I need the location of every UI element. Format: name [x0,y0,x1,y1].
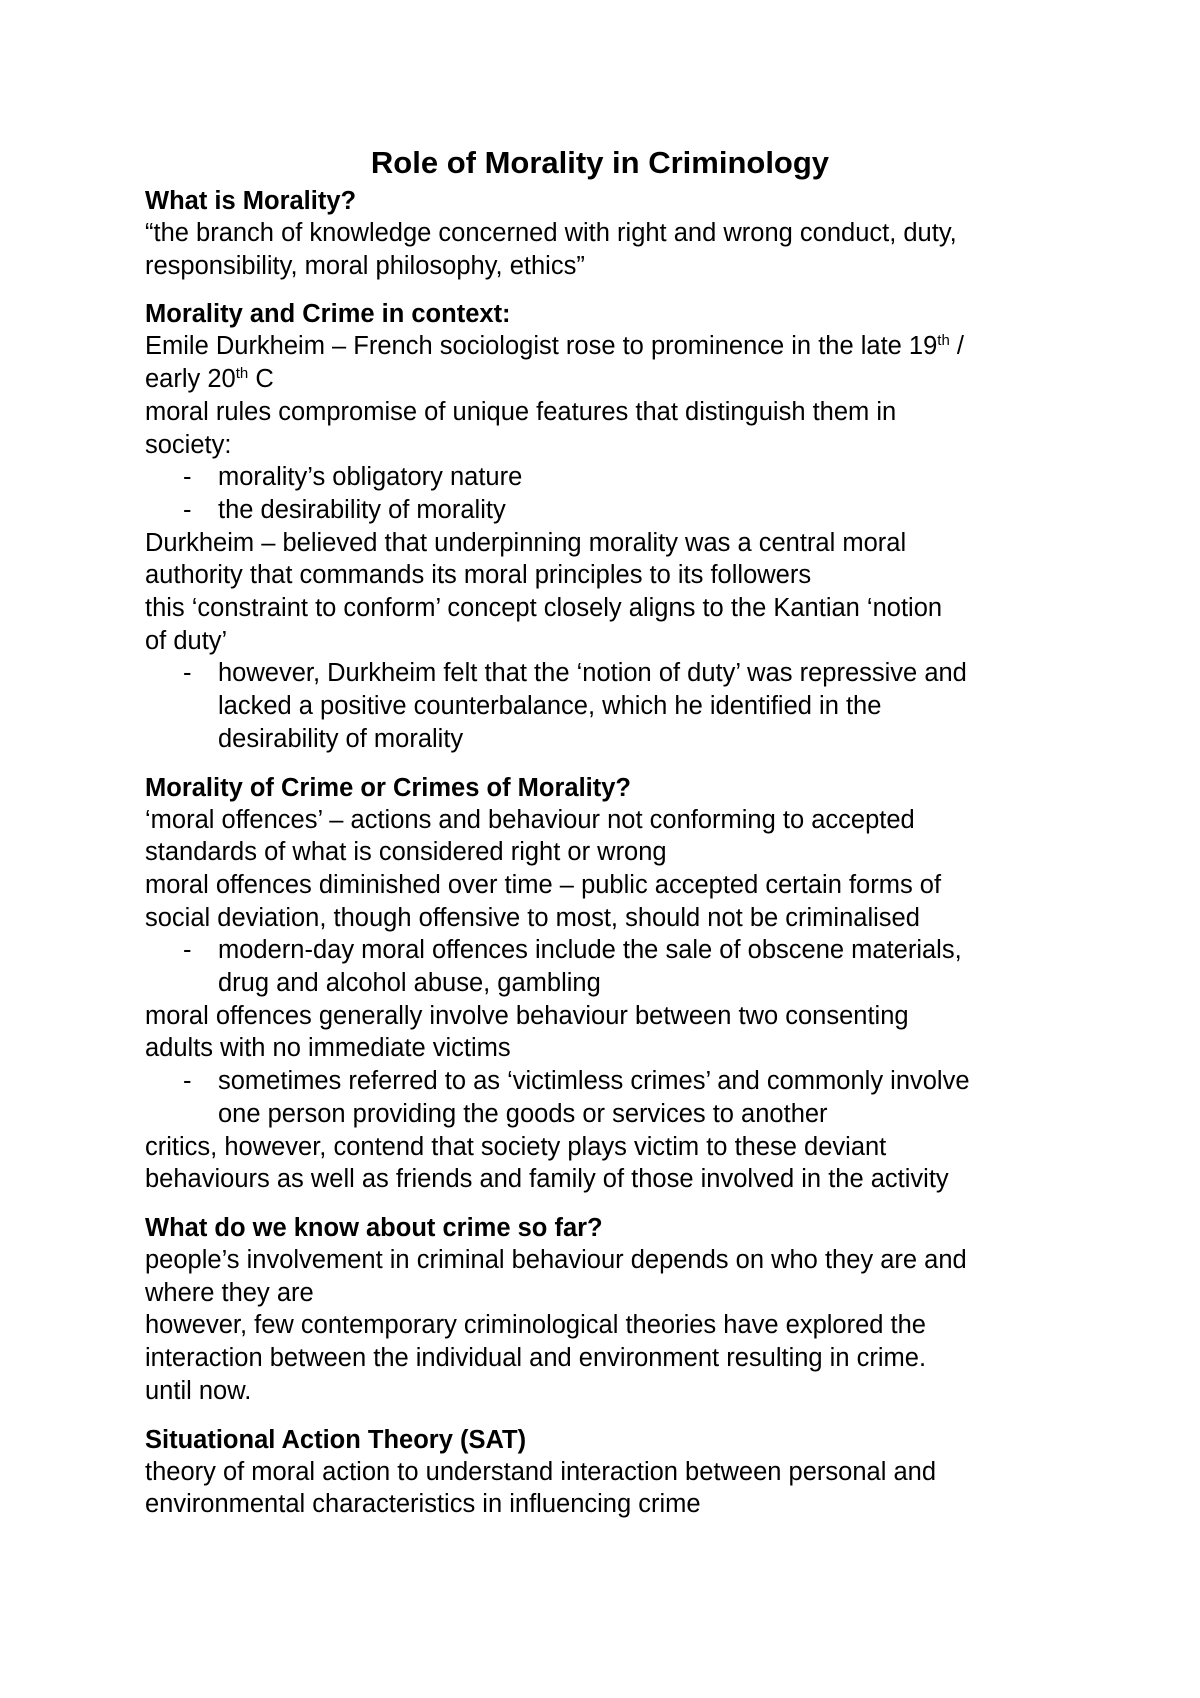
text-line: “the branch of knowledge concerned with right and wrong conduct, duty, [145,219,957,247]
bullet-text: however, Durkheim felt that the ‘notion of duty’ was repressive and [218,659,967,688]
bullet-text: sometimes referred to as ‘victimless crimes’ and commonly involve [218,1067,970,1096]
section-morality-and-crime [145,298,1080,755]
text-line: social deviation, though offensive to most, should not be criminalised [145,903,920,932]
text-line: behaviours as well as friends and family of those involved in the activity [145,1165,949,1194]
bullet-list [145,1065,1080,1130]
bullet-item [145,934,1080,999]
bullet-item [145,657,1080,755]
section-morality-of-crime [145,772,1080,1196]
bullet-item [145,461,1080,494]
bullet-text: lacked a positive counterbalance, which he identified in the [218,692,882,721]
section-heading: Situational Action Theory (SAT) [145,1425,527,1454]
dash-bullet: - [183,659,192,688]
bullet-text: desirability of morality [218,724,464,753]
text-line: critics, however, contend that society plays victim to these deviant [145,1132,887,1161]
text-span: C [248,365,274,394]
text-line: theory of moral action to understand interaction between personal and [145,1457,936,1486]
bullet-list [145,461,1080,526]
bullet-text: drug and alcohol abuse, gambling [218,969,601,998]
text-line: of duty’ [145,626,228,655]
text-line: where they are [145,1278,314,1307]
bullet-item [145,1065,1080,1130]
document-title: Role of Morality in Criminology [370,145,830,180]
text-line: authority that commands its moral principles to its followers [145,561,812,590]
text-line: ‘moral offences’ – actions and behaviour not conforming to accepted [145,805,915,834]
text-line [145,363,1080,396]
section-heading: What do we know about crime so far? [145,1213,603,1242]
text-line: adults with no immediate victims [145,1034,511,1063]
dash-bullet: - [183,936,192,965]
text-line: environmental characteristics in influencing crime [145,1490,701,1519]
dash-bullet: - [183,463,192,492]
text-line: until now. [145,1376,252,1405]
superscript: th [937,332,950,350]
bullet-list [145,657,1080,755]
bullet-text: morality’s obligatory nature [218,463,523,492]
text-line: moral rules compromise of unique features that distinguish them in [145,397,897,426]
bullet-text: the desirability of morality [218,495,506,524]
dash-bullet: - [183,495,192,524]
section-heading: Morality and Crime in context: [145,300,511,329]
bullet-text: one person providing the goods or services to another [218,1099,828,1128]
text-line: moral offences generally involve behaviour between two consenting [145,1001,909,1030]
text-span: early 20 [145,365,236,394]
text-span: / [949,332,964,361]
text-line: Durkheim – believed that underpinning morality was a central moral [145,528,907,557]
text-span: Emile Durkheim – French sociologist rose to prominence in the late 19 [145,332,938,361]
bullet-text: modern-day moral offences include the sale of obscene materials, [218,936,962,965]
bullet-list [145,934,1080,999]
text-line: responsibility, moral philosophy, ethics” [145,251,585,280]
section-situational-action-theory [145,1424,1080,1521]
section-heading: Morality of Crime or Crimes of Morality? [145,773,631,802]
section-what-is-morality [145,185,1080,282]
text-line: society: [145,430,232,459]
text-line: interaction between the individual and environment resulting in crime. [145,1344,927,1373]
bullet-item [145,494,1080,527]
text-line: moral offences diminished over time – public accepted certain forms of [145,870,942,899]
dash-bullet: - [183,1067,192,1096]
text-line [145,330,1080,363]
text-line: standards of what is considered right or wrong [145,838,667,867]
section-heading: What is Morality? [145,187,357,215]
text-line: however, few contemporary criminological theories have explored the [145,1311,926,1340]
text-line: people’s involvement in criminal behaviour depends on who they are and [145,1245,967,1274]
text-line: this ‘constraint to conform’ concept closely aligns to the Kantian ‘notion [145,594,943,623]
superscript: th [235,365,249,383]
section-what-do-we-know [145,1212,1080,1408]
